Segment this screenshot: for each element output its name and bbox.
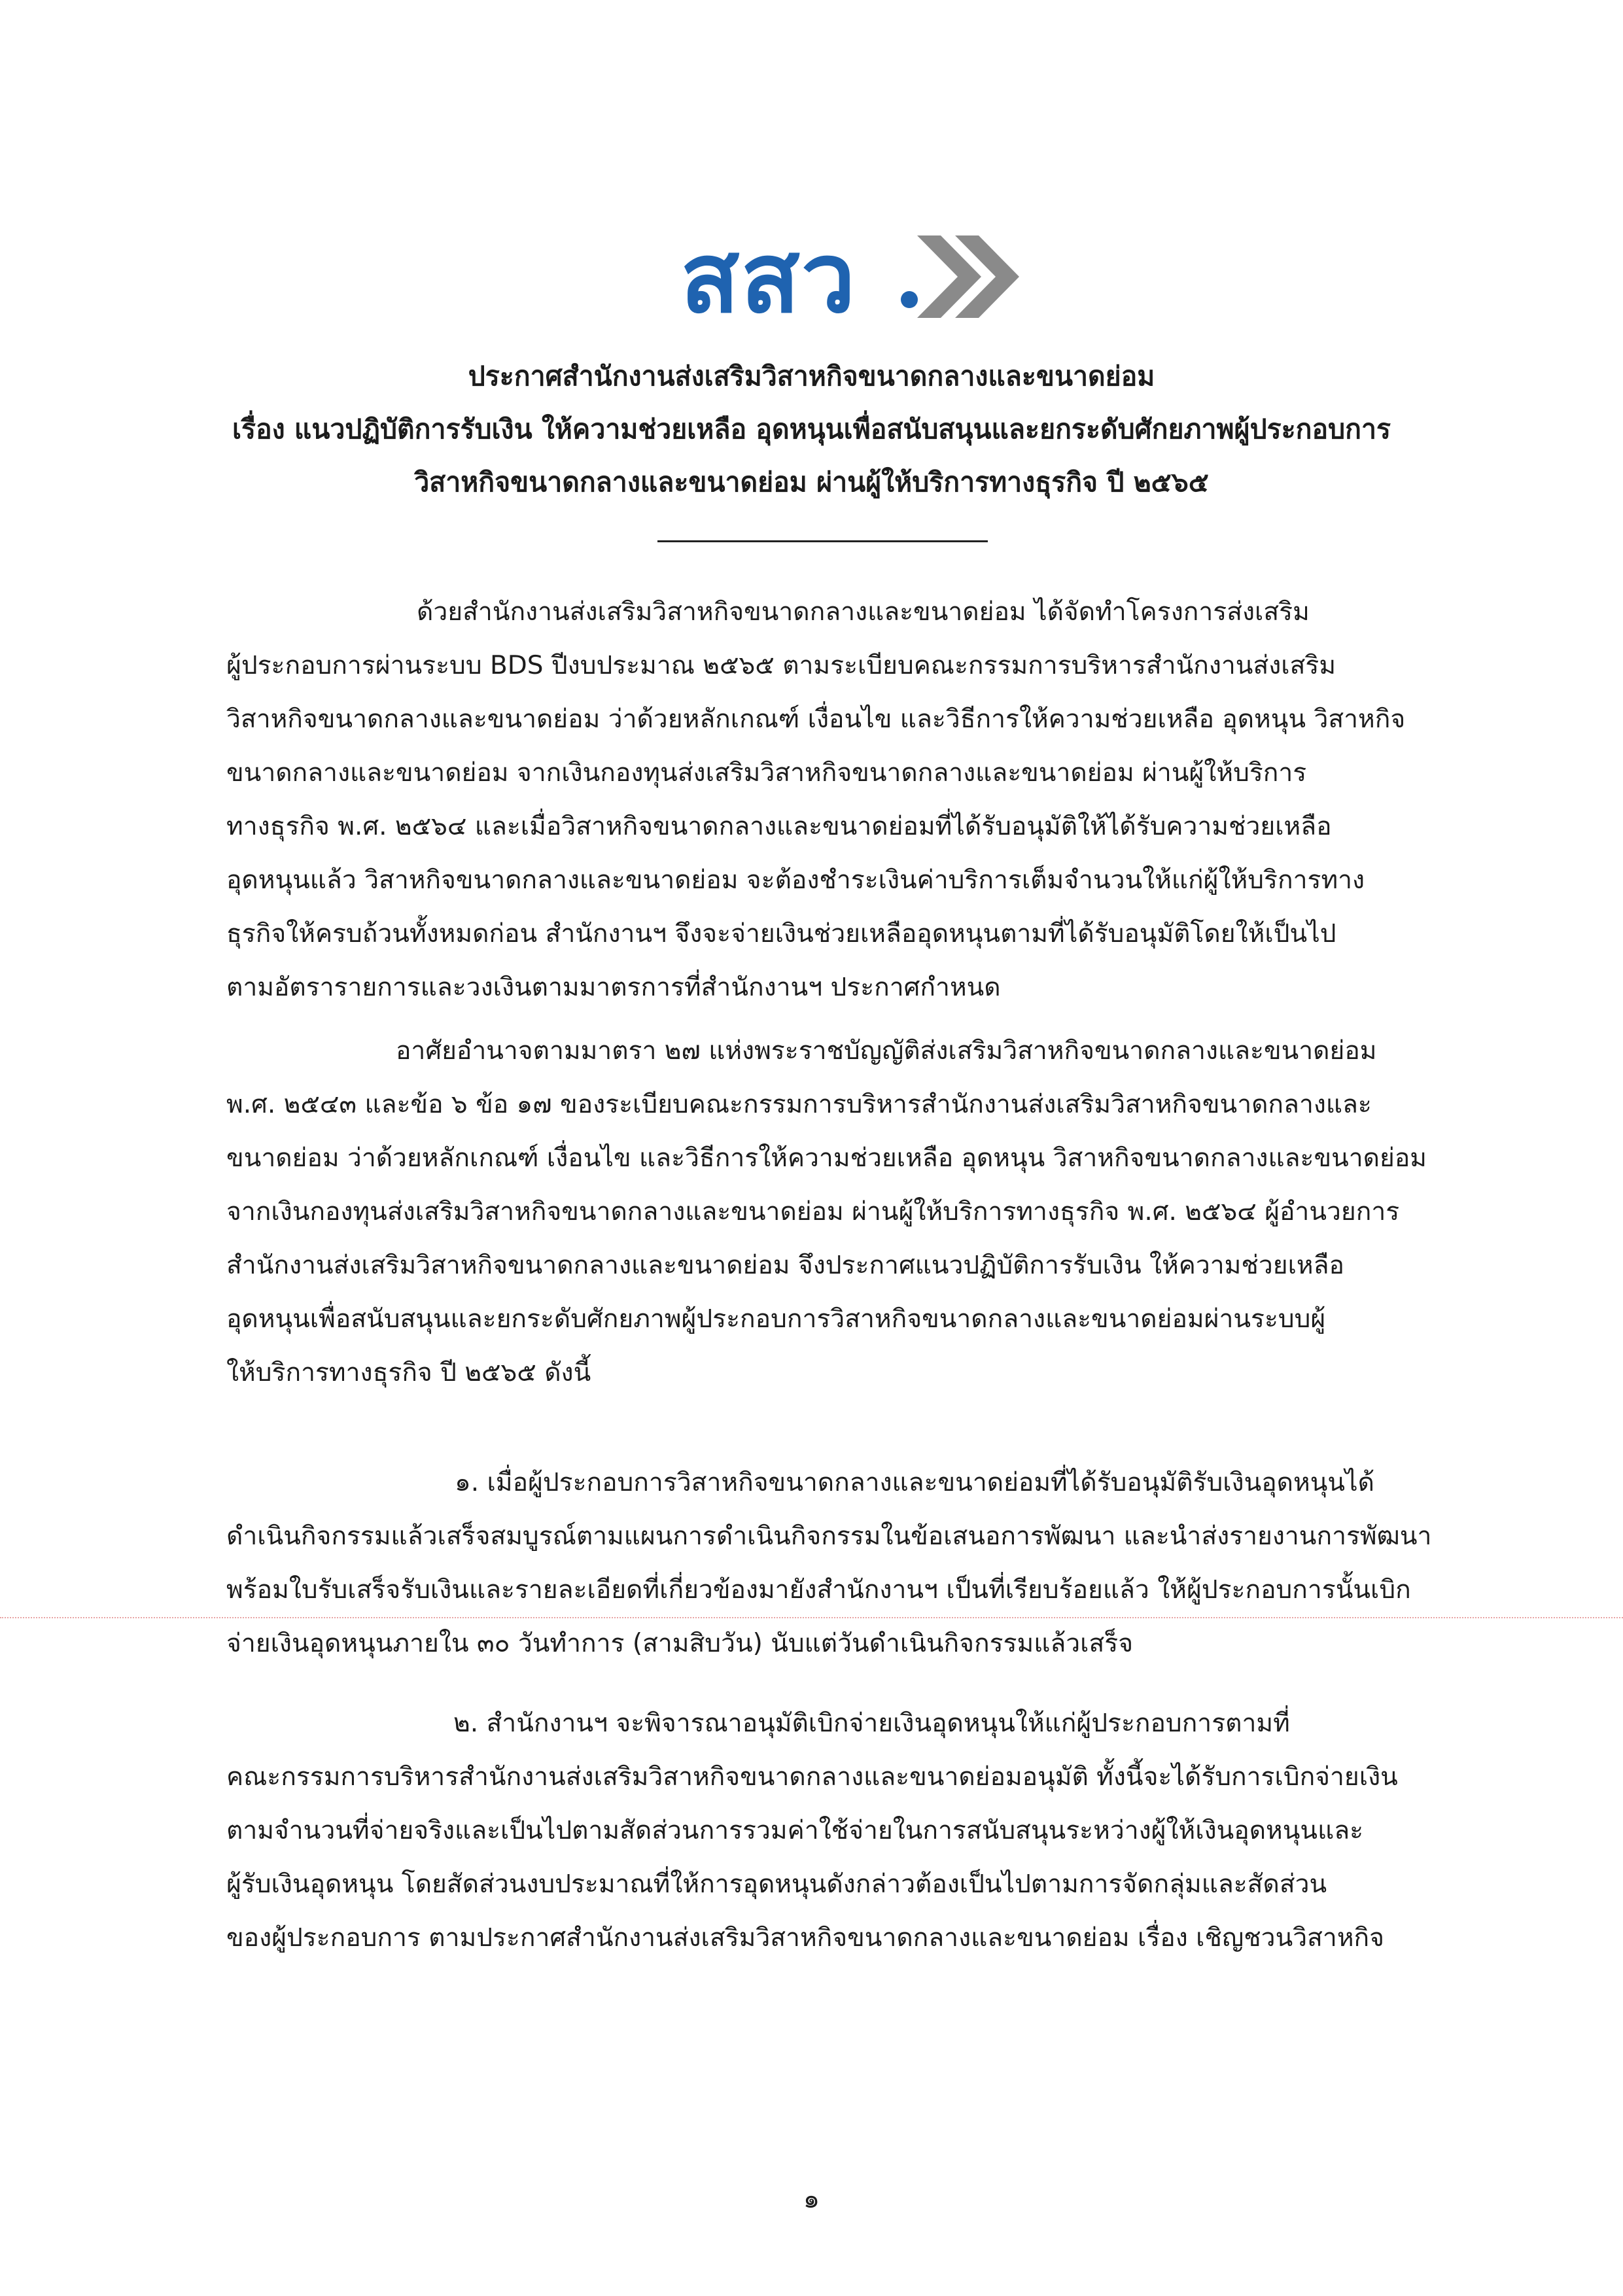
- text-line: ให้บริการทางธุรกิจ ปี ๒๕๖๕ ดังนี้: [226, 1358, 591, 1387]
- text-line: อุดหนุนเพื่อสนับสนุนและยกระดับศักยภาพผู้ประกอบการวิสาหกิจขนาดกลางและขนาดย่อมผ่านระบบผู้: [226, 1304, 1326, 1334]
- text-line: ผู้ประกอบการผ่านระบบ BDS ปีงบประมาณ ๒๕๖๕ ตามระเบียบคณะกรรมการบริหารสำนักงานส่งเสริม: [226, 651, 1336, 680]
- text-line: อาศัยอำนาจตามมาตรา ๒๗ แห่งพระราชบัญญัติส่งเสริมวิสาหกิจขนาดกลางและขนาดย่อม: [396, 1036, 1377, 1066]
- text-line: คณะกรรมการบริหารสำนักงานส่งเสริมวิสาหกิจขนาดกลางและขนาดย่อมอนุมัติ ทั้งนี้จะได้รับการเบิกจ่ายเงิน: [226, 1762, 1398, 1792]
- clause-2: [226, 1697, 1459, 1965]
- text-line: สำนักงานส่งเสริมวิสาหกิจขนาดกลางและขนาดย่อม จึงประกาศแนวปฏิบัติการรับเงิน ให้ความช่วยเหลือ: [226, 1251, 1344, 1280]
- header-line-3: วิสาหกิจขนาดกลางและขนาดย่อม ผ่านผู้ให้บริการทางธุรกิจ ปี ๒๕๖๕: [414, 466, 1209, 498]
- text-line: พ.ศ. ๒๕๔๓ และข้อ ๖ ข้อ ๑๗ ของระเบียบคณะกรรมการบริหารสำนักงานส่งเสริมวิสาหกิจขนาดกลางและ: [226, 1090, 1372, 1119]
- text-line: ผู้รับเงินอุดหนุน โดยสัดส่วนงบประมาณที่ให้การอุดหนุนดังกล่าวต้องเป็นไปตามการจัดกลุ่มและสัดส่วน: [226, 1870, 1327, 1899]
- text-line: ๑. เมื่อผู้ประกอบการวิสาหกิจขนาดกลางและขนาดย่อมที่ได้รับอนุมัติรับเงินอุดหนุนได้: [455, 1468, 1374, 1497]
- text-line: ขนาดกลางและขนาดย่อม จากเงินกองทุนส่งเสริมวิสาหกิจขนาดกลางและขนาดย่อม ผ่านผู้ให้บริการ: [226, 758, 1307, 788]
- text-line: ของผู้ประกอบการ ตามประกาศสำนักงานส่งเสริมวิสาหกิจขนาดกลางและขนาดย่อม เรื่อง เชิญชวนวิสาหกิจ: [226, 1923, 1385, 1953]
- header-line-1: ประกาศสำนักงานส่งเสริมวิสาหกิจขนาดกลางและขนาดย่อม: [468, 360, 1155, 392]
- paragraph-intro: [226, 585, 1459, 1015]
- text-line: ตามอัตรารายการและวงเงินตามมาตรการที่สำนักงานฯ ประกาศกำหนด: [226, 973, 1001, 1002]
- logo-text: สสว: [680, 222, 857, 334]
- text-line: อุดหนุนแล้ว วิสาหกิจขนาดกลางและขนาดย่อม จะต้องชำระเงินค่าบริการเต็มจำนวนให้แก่ผู้ให้บริการทาง: [226, 865, 1365, 895]
- text-line: ดำเนินกิจกรรมแล้วเสร็จสมบูรณ์ตามแผนการดำเนินกิจกรรมในข้อเสนอการพัฒนา และนำส่งรายงานการพัฒนา: [226, 1522, 1432, 1551]
- text-line: ทางธุรกิจ พ.ศ. ๒๕๖๔ และเมื่อวิสาหกิจขนาดกลางและขนาดย่อมที่ได้รับอนุมัติให้ได้รับความช่วยเหลือ: [226, 812, 1332, 841]
- text-line: พร้อมใบรับเสร็จรับเงินและรายละเอียดที่เกี่ยวข้องมายังสำนักงานฯ เป็นที่เรียบร้อยแล้ว ให้ผู้ประกอบการนั้นเบิก: [226, 1575, 1411, 1605]
- scan-artifact-divider: [0, 1617, 1623, 1618]
- text-line: ๒. สำนักงานฯ จะพิจารณาอนุมัติเบิกจ่ายเงินอุดหนุนให้แก่ผู้ประกอบการตามที่: [453, 1709, 1290, 1738]
- text-line: ด้วยสำนักงานส่งเสริมวิสาหกิจขนาดกลางและขนาดย่อม ได้จัดทำโครงการส่งเสริม: [417, 597, 1310, 627]
- text-line: จ่ายเงินอุดหนุนภายใน ๓๐ วันทำการ (สามสิบวัน) นับแต่วันดำเนินกิจกรรมแล้วเสร็จ: [226, 1629, 1134, 1658]
- sme-promotion-logo: [680, 216, 1021, 340]
- page-number: ๑: [803, 2184, 820, 2214]
- text-line: จากเงินกองทุนส่งเสริมวิสาหกิจขนาดกลางและขนาดย่อม ผ่านผู้ให้บริการทางธุรกิจ พ.ศ. ๒๕๖๔ ผู้อำนวยการ: [226, 1197, 1400, 1226]
- clause-1: [226, 1456, 1459, 1671]
- header-divider: [657, 540, 988, 542]
- double-chevron-right-icon: [890, 228, 1021, 326]
- text-line: ธุรกิจให้ครบถ้วนทั้งหมดก่อน สำนักงานฯ จึงจะจ่ายเงินช่วยเหลืออุดหนุนตามที่ได้รับอนุมัติโดยให้เป็นไป: [226, 919, 1336, 948]
- announcement-header: [196, 350, 1427, 509]
- text-line: ตามจำนวนที่จ่ายจริงและเป็นไปตามสัดส่วนการรวมค่าใช้จ่ายในการสนับสนุนระหว่างผู้ให้เงินอุดหนุนและ: [226, 1816, 1364, 1845]
- text-line: วิสาหกิจขนาดกลางและขนาดย่อม ว่าด้วยหลักเกณฑ์ เงื่อนไข และวิธีการให้ความช่วยเหลือ อุดหนุน วิสาหกิจ: [226, 704, 1406, 734]
- header-line-2: เรื่อง แนวปฏิบัติการรับเงิน ให้ความช่วยเหลือ อุดหนุนเพื่อสนับสนุนและยกระดับศักยภาพผู้ประกอบการ: [232, 413, 1391, 445]
- text-line: ขนาดย่อม ว่าด้วยหลักเกณฑ์ เงื่อนไข และวิธีการให้ความช่วยเหลือ อุดหนุน วิสาหกิจขนาดกลางและขนาดย่อม: [226, 1143, 1427, 1173]
- paragraph-authority: [226, 1024, 1459, 1400]
